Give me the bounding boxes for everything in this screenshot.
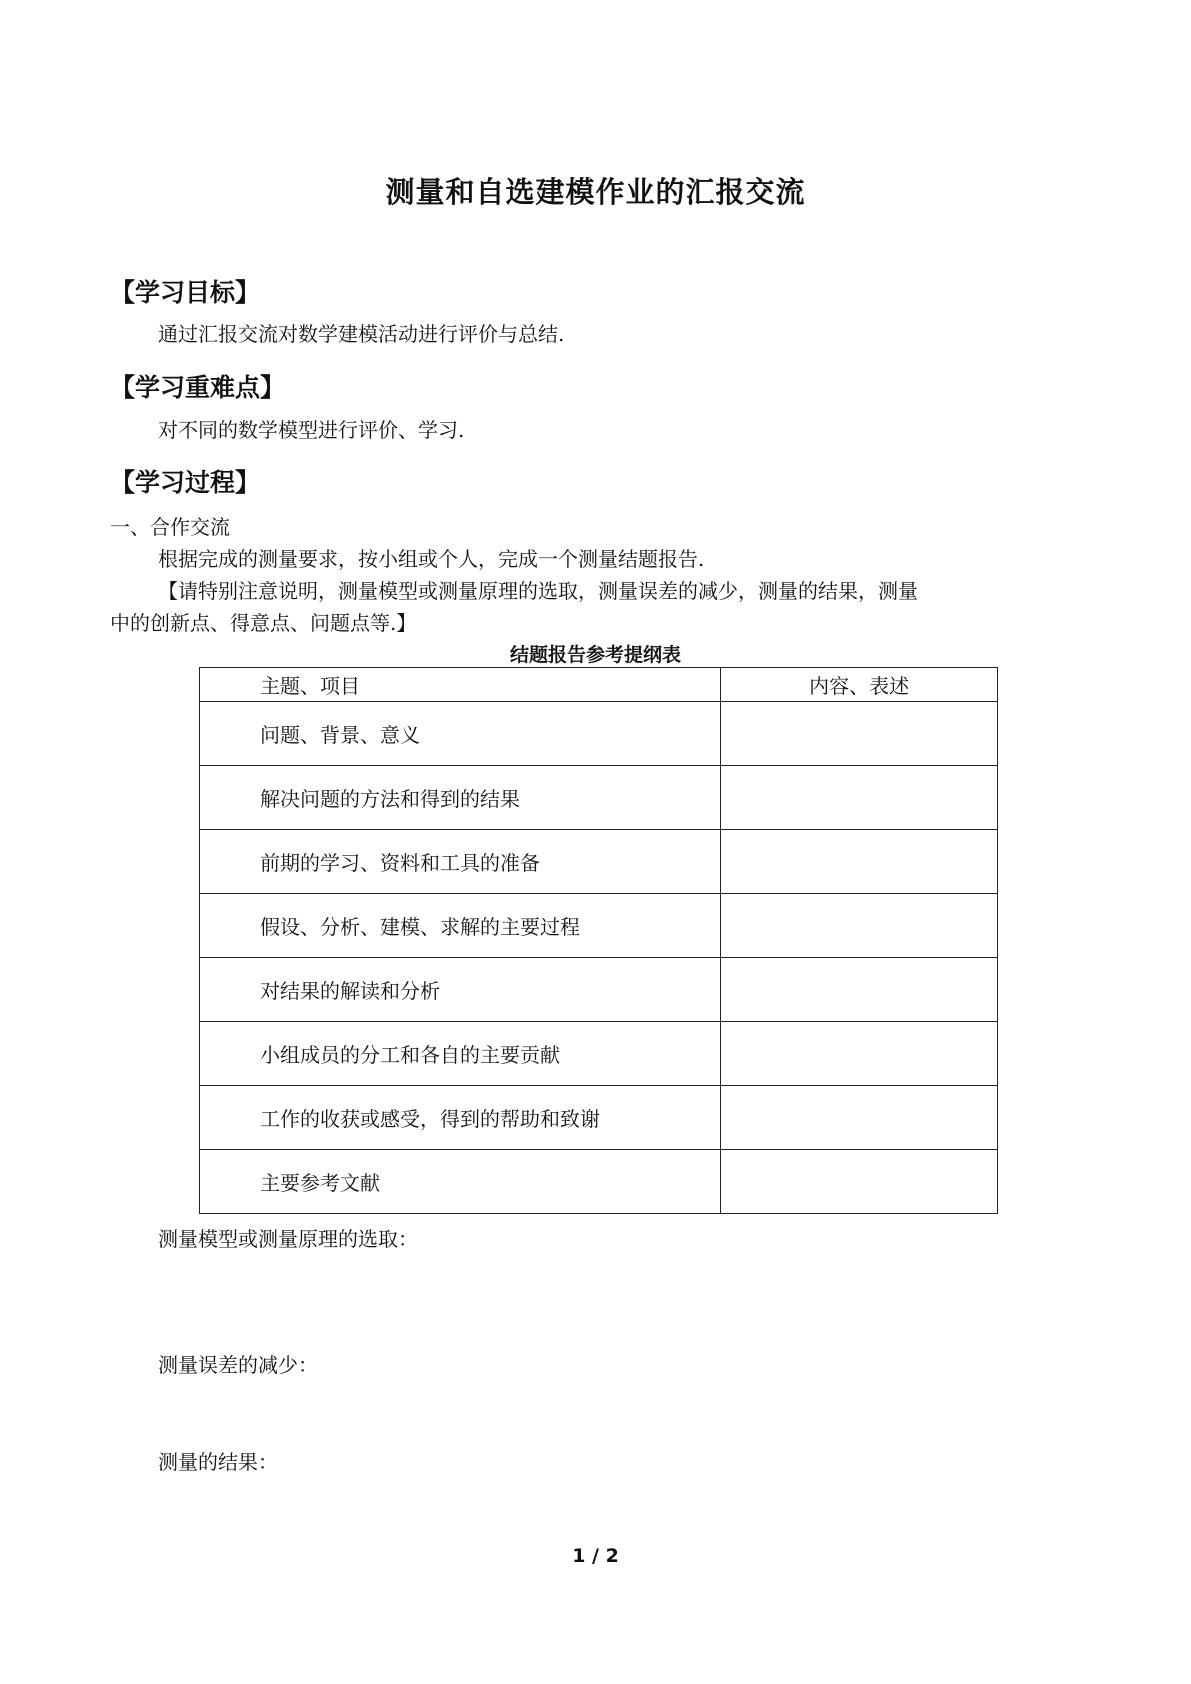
row-topic: 假设、分析、建模、求解的主要过程 [200,894,721,958]
process-subheading: 一、合作交流 [110,515,230,539]
process-heading: 【学习过程】 [110,468,261,497]
row-content-cell[interactable] [721,1086,998,1150]
process-note-line2: 中的创新点、得意点、问题点等.】 [110,611,417,635]
error-reduction-label: 测量误差的减少： [158,1353,318,1377]
table-row [200,1022,998,1086]
row-topic: 主要参考文献 [200,1150,721,1214]
row-content-cell[interactable] [721,1150,998,1214]
header-content: 内容、表述 [721,668,998,702]
goals-text: 通过汇报交流对数学建模活动进行评价与总结. [158,322,565,346]
row-topic: 对结果的解读和分析 [200,958,721,1022]
key-points-text: 对不同的数学模型进行评价、学习. [158,418,465,442]
row-topic: 前期的学习、资料和工具的准备 [200,830,721,894]
table-row [200,894,998,958]
row-topic: 小组成员的分工和各自的主要贡献 [200,1022,721,1086]
row-content-cell[interactable] [721,766,998,830]
row-content-cell[interactable] [721,702,998,766]
row-content-cell[interactable] [721,958,998,1022]
row-content-cell[interactable] [721,894,998,958]
table-caption: 结题报告参考提纲表 [509,644,681,666]
row-topic: 解决问题的方法和得到的结果 [200,766,721,830]
goals-heading: 【学习目标】 [110,278,261,307]
process-text: 根据完成的测量要求，按小组或个人，完成一个测量结题报告. [158,547,705,571]
table-header-row [200,668,998,702]
model-selection-label: 测量模型或测量原理的选取： [158,1227,418,1251]
row-topic: 问题、背景、意义 [200,702,721,766]
page-number: 1 / 2 [572,1545,619,1567]
results-label: 测量的结果： [158,1450,278,1474]
table-row [200,702,998,766]
row-content-cell[interactable] [721,830,998,894]
row-content-cell[interactable] [721,1022,998,1086]
table-row [200,1150,998,1214]
header-topic: 主题、项目 [200,668,721,702]
table-row [200,958,998,1022]
key-points-heading: 【学习重难点】 [110,373,286,402]
table-row [200,766,998,830]
page-title: 测量和自选建模作业的汇报交流 [385,175,806,209]
process-note-line1: 【请特别注意说明，测量模型或测量原理的选取，测量误差的减少，测量的结果，测量 [158,579,918,603]
table-row [200,830,998,894]
row-topic: 工作的收获或感受，得到的帮助和致谢 [200,1086,721,1150]
table-row [200,1086,998,1150]
report-outline-table [199,667,998,1214]
